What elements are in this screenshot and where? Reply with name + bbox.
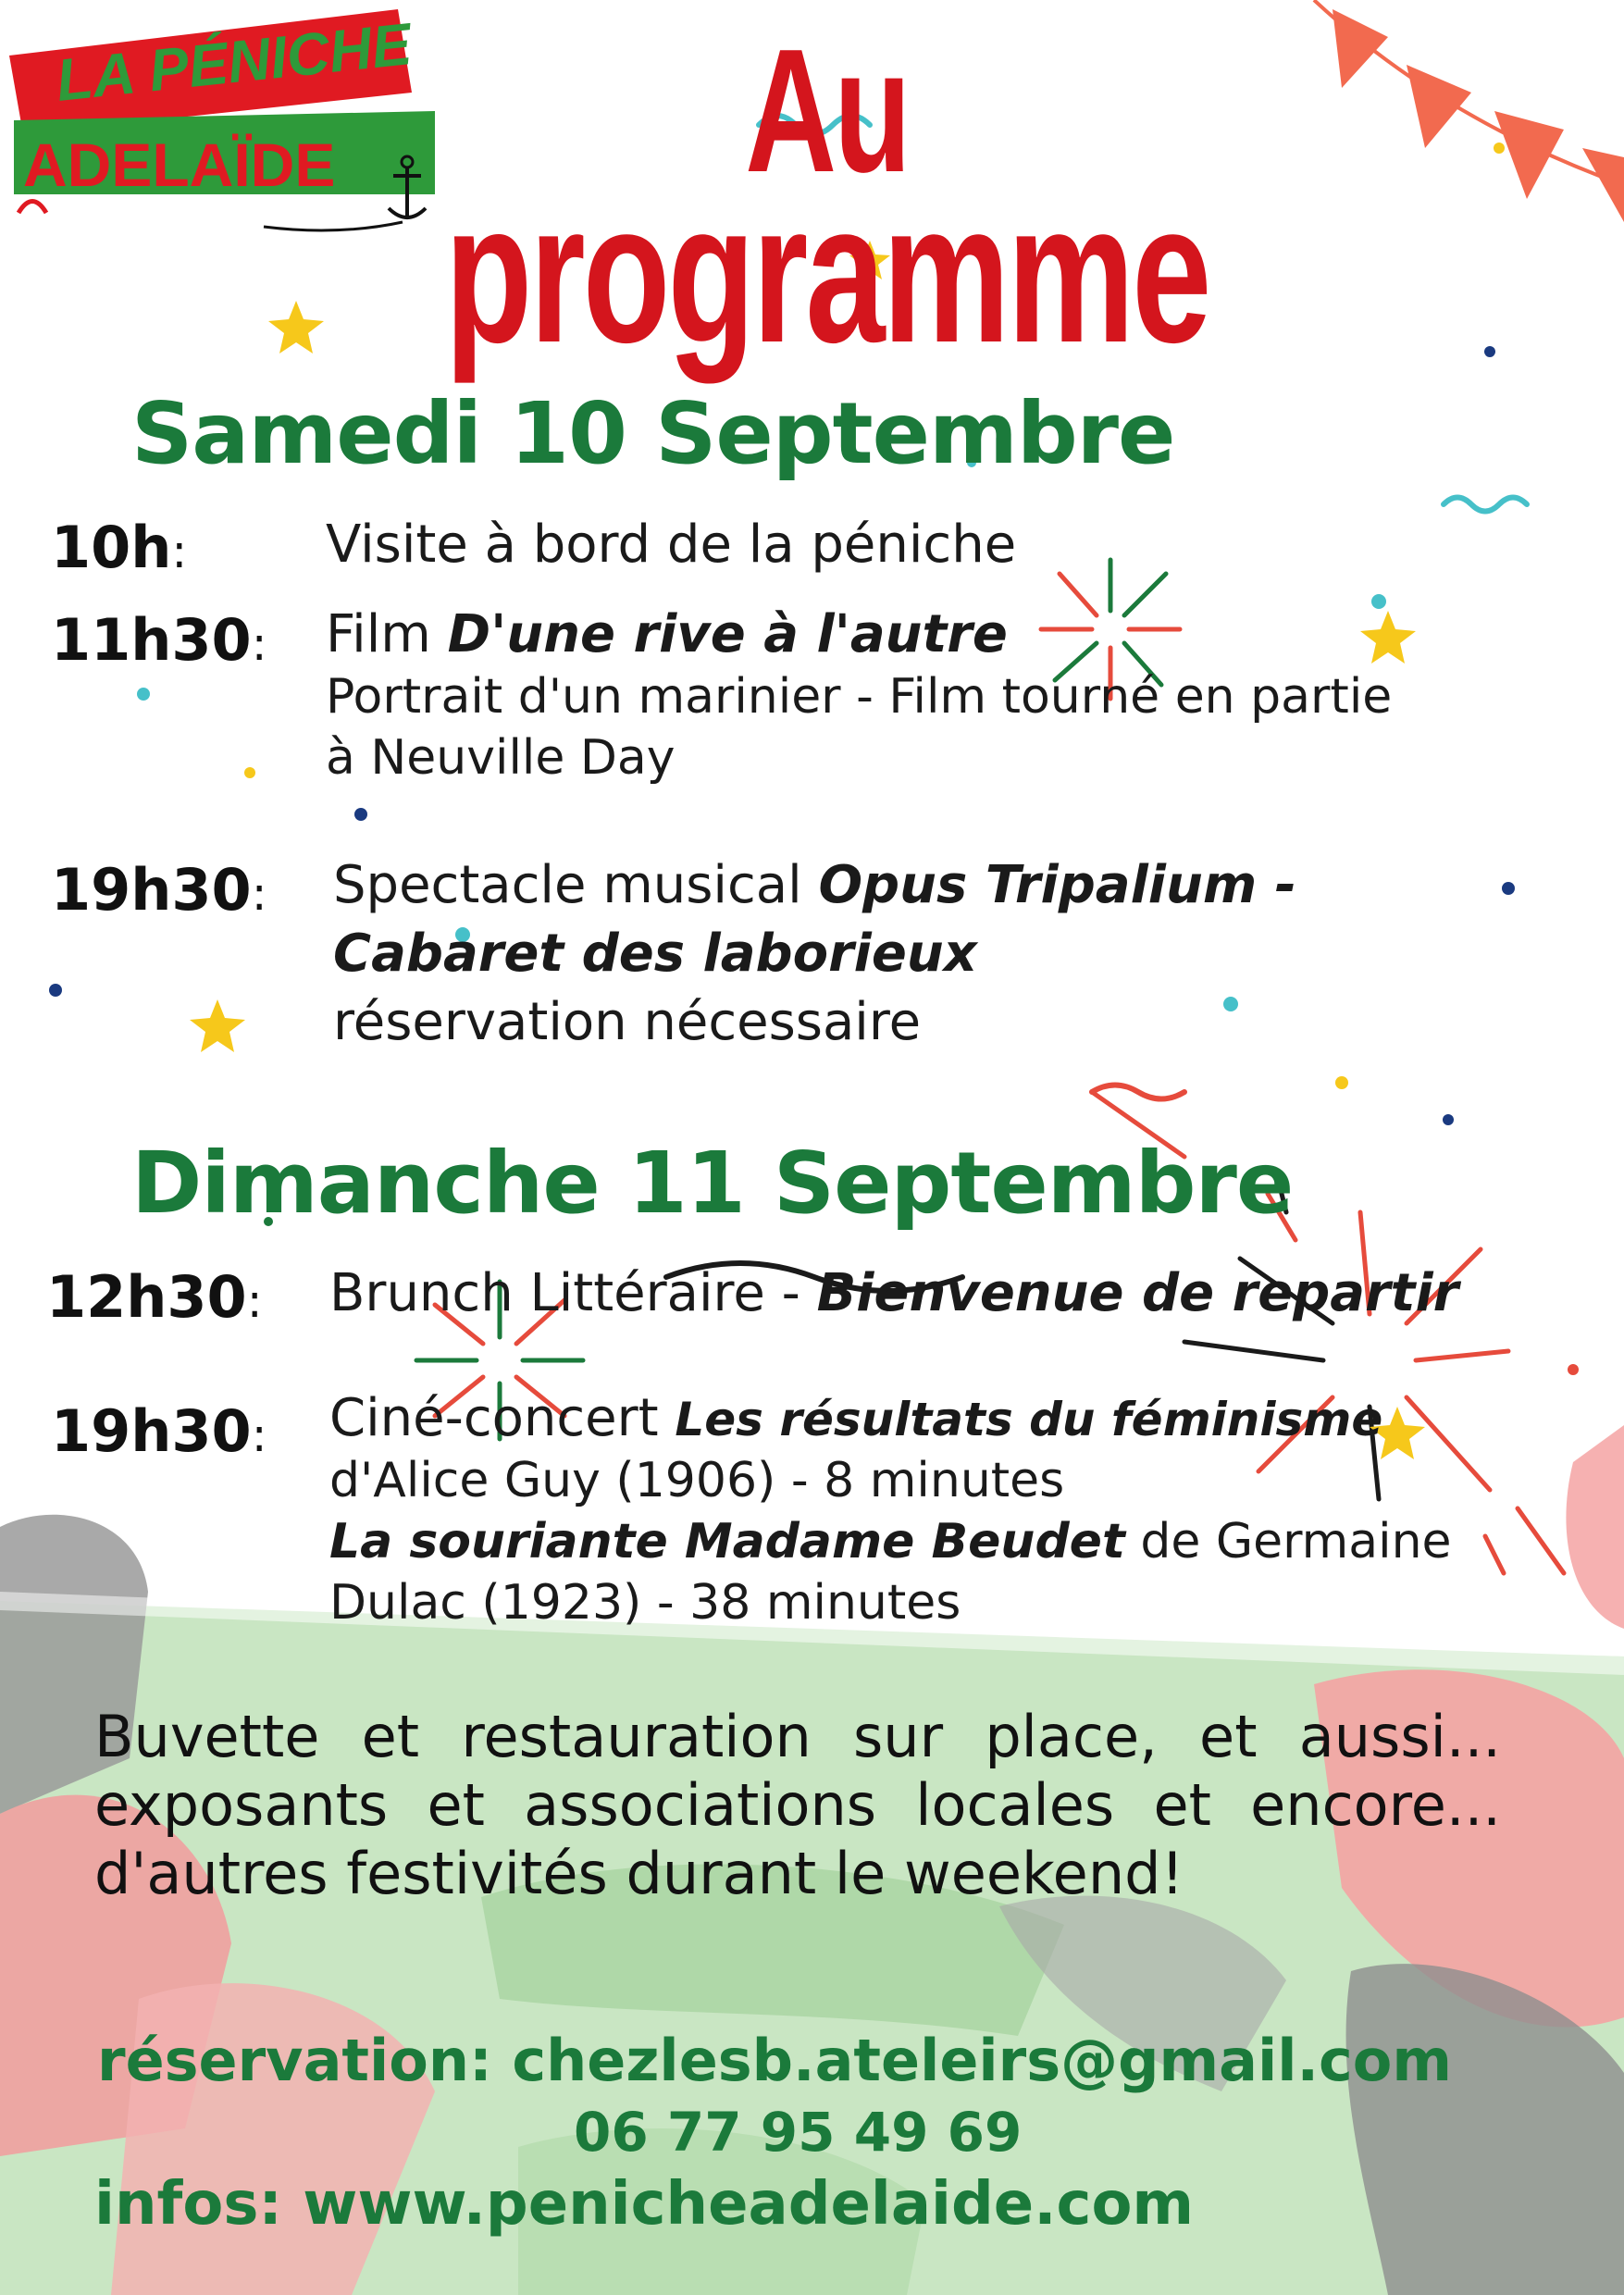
phone-number[interactable]: 06 77 95 49 69 [574,2101,1023,2164]
logo-line2: ADELAÏDE [23,130,336,199]
event-time: 19h30: [51,856,267,924]
event-time: 19h30: [51,1397,267,1465]
event-description: Ciné-concert Les résultats du féminisme d'Alice Guy (1906) - 8 minutes La souriante Madame Beudet de Germaine Dulac (1923) - 38 minutes [329,1388,1452,1631]
event-time: 12h30: [46,1263,263,1331]
saturday-heading: Samedi 10 Septembre [131,384,1175,483]
event-description: Visite à bord de la péniche [326,515,1017,575]
logo-line1: LA PÉNICHE [53,10,415,114]
event-description: Film D'une rive à l'autre Portrait d'un marinier - Film tourné en partie à Neuville Day [326,604,1393,786]
reservation-email[interactable]: réservation: chezlesb.ateleirs@gmail.com [97,2027,1452,2094]
page-title-line1: Au [745,13,909,209]
page-title-line2: programme [444,161,1209,384]
event-description: Spectacle musical Opus Tripalium - Cabaret des laborieux réservation nécessaire [333,855,1296,1052]
extras-text: Buvette et restauration sur place, et aussi... exposants et associations locales et encore... d'autres festivités durant le weekend! [94,1703,1501,1907]
event-description: Brunch Littéraire - Bienvenue de repartir [329,1263,1459,1323]
event-time: 11h30: [51,606,267,674]
website-link[interactable]: infos: www.penicheadelaide.com [94,2170,1195,2239]
event-time: 10h: [51,514,188,581]
sunday-heading: Dimanche 11 Septembre [131,1134,1294,1233]
